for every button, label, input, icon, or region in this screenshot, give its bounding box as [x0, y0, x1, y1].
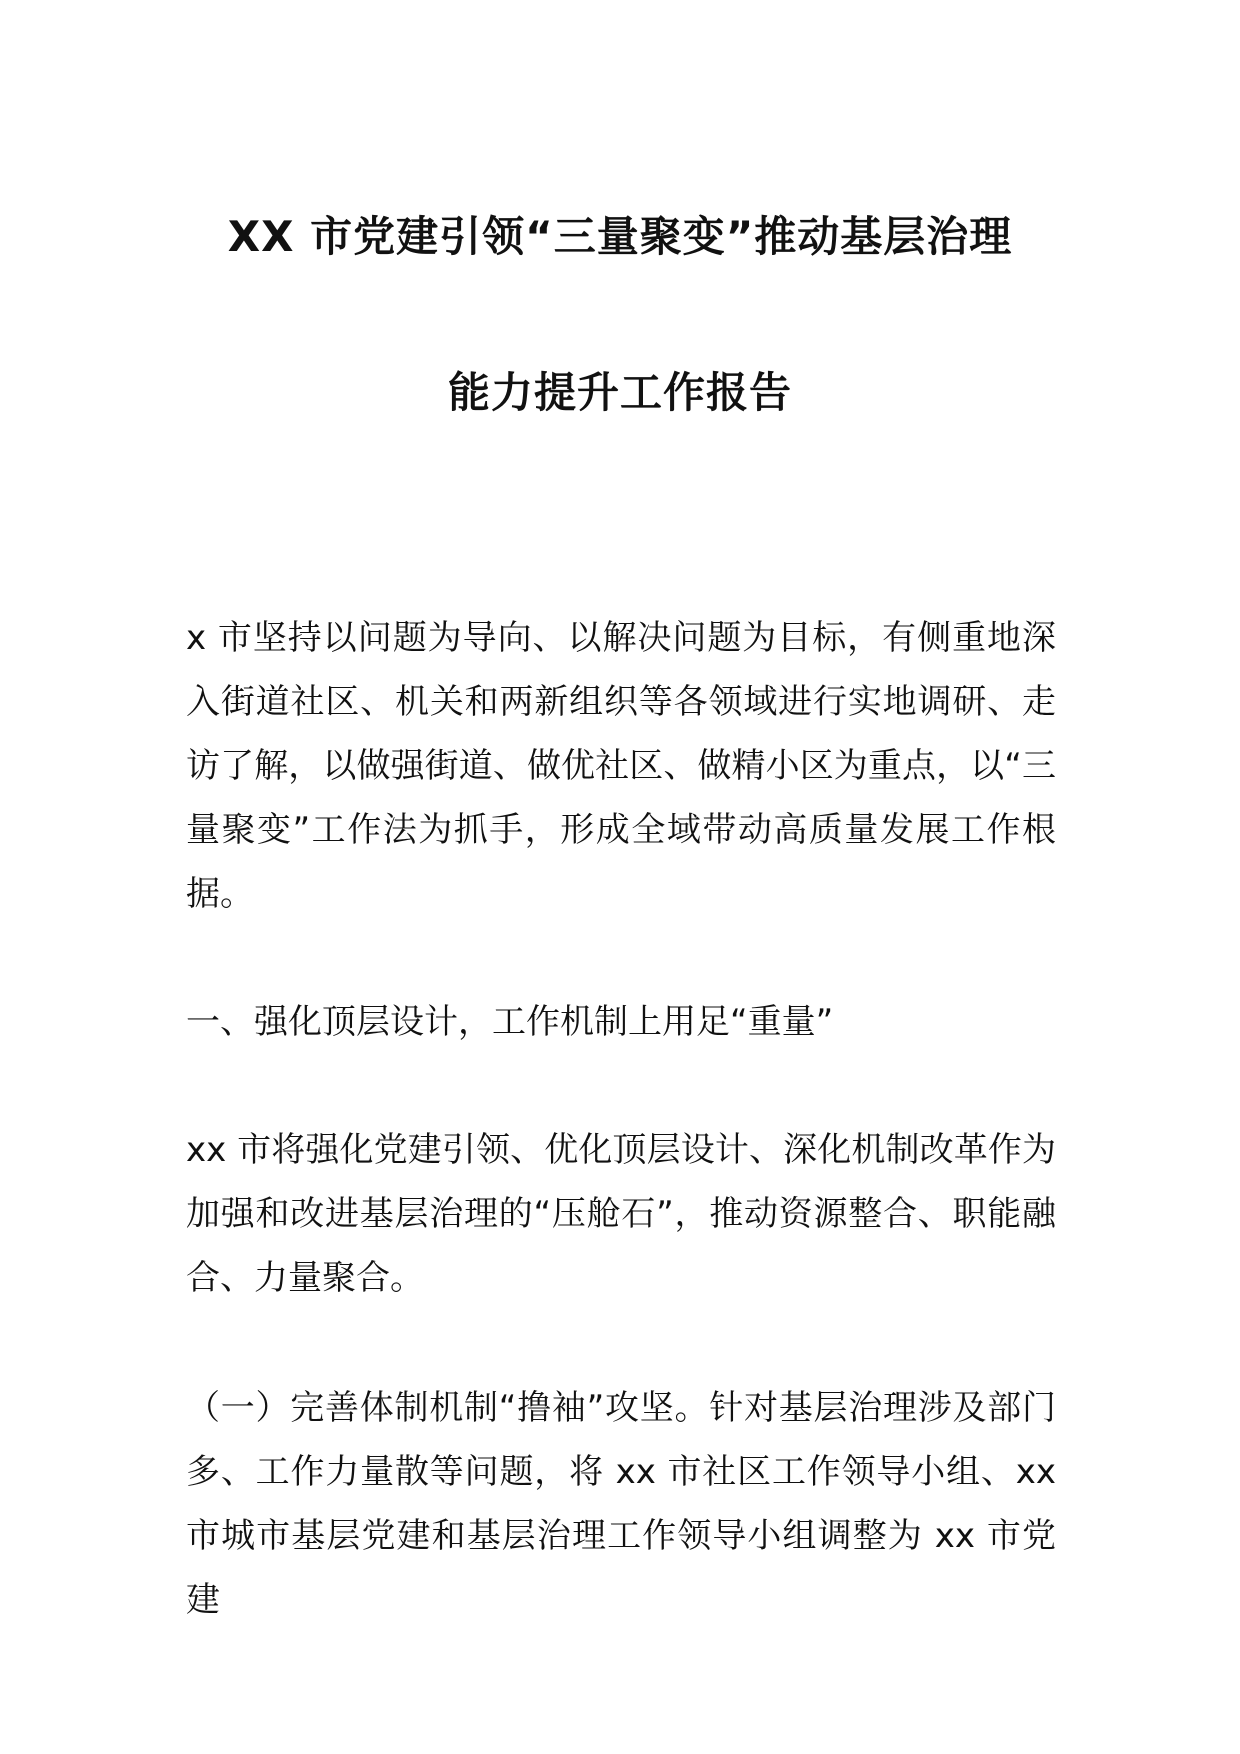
document-title-line-1: XX 市党建引领“三量聚变”推动基层治理	[227, 212, 1013, 261]
section-heading-1: 一、强化顶层设计，工作机制上用足“重量”	[186, 1002, 834, 1042]
body-paragraph-section-1: xx 市将强化党建引领、优化顶层设计、深化机制改革作为加强和改进基层治理的“压舱石”，推动资源整合、职能融合、力量聚合。	[186, 1130, 1056, 1298]
document-title-line-2: 能力提升工作报告	[447, 368, 792, 417]
body-paragraph-intro: x 市坚持以问题为导向、以解决问题为目标，有侧重地深入街道社区、机关和两新组织等各领域进行实地调研、走访了解，以做强街道、做优社区、做精小区为重点，以“三量聚变”工作法为抓手，形成全域带动高质量发展工作根据。	[186, 618, 1056, 914]
body-paragraph-subsection-1: （一）完善体制机制“撸袖”攻坚。针对基层治理涉及部门多、工作力量散等问题，将 xx 市社区工作领导小组、xx 市城市基层党建和基层治理工作领导小组调整为 xx 市党建	[186, 1388, 1056, 1620]
